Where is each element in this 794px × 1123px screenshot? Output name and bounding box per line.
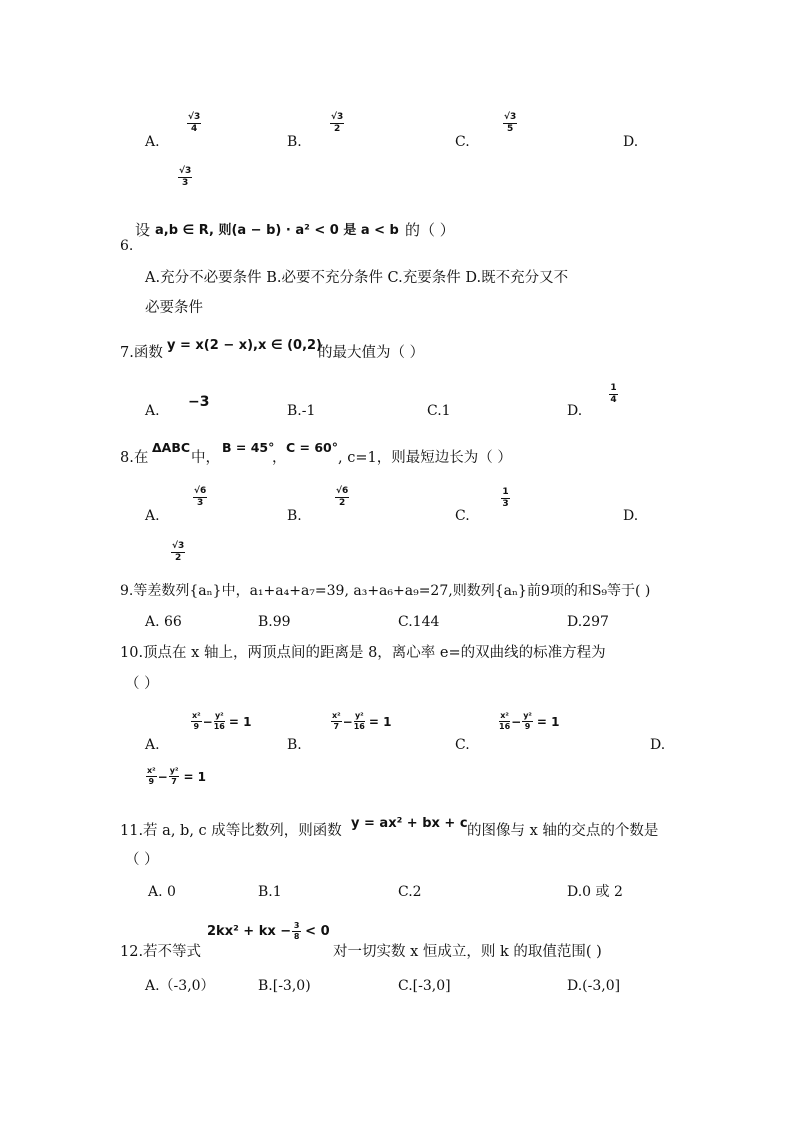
q5-option-b-label: B.	[287, 134, 302, 150]
equals-one: = 1	[536, 714, 560, 729]
q11-prefix: 11.若 a, b, c 成等比数列，则函数	[120, 823, 342, 839]
denominator: 3	[502, 499, 509, 509]
q10-option-a-label: A.	[145, 737, 160, 753]
q12-suffix: 对一切实数 x 恒成立，则 k 的取值范围( )	[333, 944, 602, 960]
x-term	[146, 767, 157, 786]
q7-option-a-value: −3	[188, 394, 210, 410]
y-denominator: 16	[353, 722, 365, 731]
numerator: 1	[610, 383, 617, 393]
denominator: 5	[507, 124, 514, 134]
q7-option-d-fraction	[609, 384, 618, 405]
q6-number: 6.	[120, 238, 134, 254]
x-term	[499, 712, 510, 731]
minus-sign: −	[157, 769, 168, 784]
q8-option-b-fraction	[335, 487, 349, 508]
denominator: 3	[182, 178, 189, 188]
q5-option-b-fraction	[330, 113, 344, 134]
numerator: √3	[331, 112, 344, 122]
x-numerator: x²	[332, 711, 341, 720]
q8-option-a-label: A.	[145, 508, 160, 524]
y-term	[214, 712, 225, 731]
y-numerator: y²	[214, 711, 224, 720]
q10-stem-line2: （ ）	[125, 676, 159, 692]
x-numerator: x²	[500, 711, 509, 720]
denominator: 2	[339, 498, 346, 508]
numerator: √6	[336, 486, 349, 496]
denominator: 3	[197, 498, 204, 508]
y-numerator: y²	[523, 711, 532, 720]
y-term	[169, 767, 180, 786]
q10-option-c-label: C.	[455, 737, 470, 753]
numerator: √3	[504, 112, 517, 122]
q7-suffix: 的最大值为（ ）	[318, 345, 425, 361]
denominator: 8	[293, 932, 300, 941]
q8-option-c-fraction	[501, 488, 510, 509]
q8-option-c-label: C.	[455, 508, 470, 524]
q6-options-line1: A.充分不必要条件 B.必要不充分条件 C.充要条件 D.既不充分又不	[145, 270, 569, 286]
q6-stem-prefix: 设	[135, 221, 151, 239]
q5-option-a-label: A.	[145, 134, 160, 150]
q11-option-b: B.1	[258, 884, 282, 900]
q10-option-b-label: B.	[287, 737, 302, 753]
q8-option-d-label: D.	[623, 508, 639, 524]
q5-option-d-label: D.	[623, 134, 639, 150]
q12-prefix: 12.若不等式	[120, 944, 202, 960]
q8-option-a-fraction	[193, 487, 207, 508]
y-denominator: 9	[524, 722, 531, 731]
q8-option-d-fraction	[171, 542, 185, 563]
equals-one: = 1	[228, 714, 252, 729]
y-denominator: 16	[213, 722, 225, 731]
q8-comma: ，	[272, 450, 287, 466]
x-numerator: x²	[147, 766, 156, 775]
q9-option-b: B.99	[258, 614, 291, 630]
numerator: √3	[188, 112, 201, 122]
minus-sign: −	[342, 714, 353, 729]
q10-option-d-label: D.	[650, 737, 666, 753]
q12-option-a: A.（-3,0）	[145, 978, 215, 994]
q9-option-a: A. 66	[145, 614, 182, 630]
q6-stem-suffix: 的（ ）	[405, 221, 455, 239]
denominator: 2	[334, 124, 341, 134]
y-term	[522, 712, 533, 731]
q8-mid: 中，	[191, 450, 220, 466]
q10-option-c-equation	[498, 712, 560, 731]
q9-option-c: C.144	[398, 614, 440, 630]
q11-suffix: 的图像与 x 轴的交点的个数是	[467, 823, 659, 839]
q8-triangle: ΔABC	[152, 440, 191, 455]
y-term	[354, 712, 365, 731]
q8-angle-c: C = 60°	[286, 440, 338, 455]
q7-prefix: 7.函数	[120, 345, 163, 361]
q12-option-b: B.[-3,0)	[258, 978, 311, 994]
q11-option-d: D.0 或 2	[567, 884, 623, 900]
x-term	[331, 712, 342, 731]
q11-option-a: A. 0	[148, 884, 176, 900]
q12-math-post: < 0	[305, 924, 330, 939]
q12-inequality	[207, 922, 330, 941]
minus-sign: −	[511, 714, 522, 729]
x-denominator: 16	[499, 722, 511, 731]
q10-option-d-equation	[145, 767, 206, 786]
q11-function-math: y = ax² + bx + c	[351, 816, 468, 831]
q7-option-a-label: A.	[145, 403, 160, 419]
numerator: √3	[179, 166, 192, 176]
equals-one: = 1	[183, 769, 207, 784]
q6-options-line2: 必要条件	[145, 300, 203, 316]
numerator: √6	[194, 486, 207, 496]
y-numerator: y²	[354, 711, 364, 720]
q5-option-c-label: C.	[455, 134, 470, 150]
q6-stem-math: a,b ∈ R, 则(a − b) · a² < 0 是 a < b	[155, 223, 399, 238]
q8-option-b-label: B.	[287, 508, 302, 524]
numerator: 3	[293, 921, 300, 930]
q5-option-c-fraction	[503, 113, 517, 134]
q10-option-b-equation	[330, 712, 391, 731]
x-numerator: x²	[192, 711, 201, 720]
q12-math-pre: 2kx² + kx −	[207, 924, 292, 939]
q9-stem: 9.等差数列{aₙ}中，a₁+a₄+a₇=39, a₃+a₆+a₉=27,则数列{aₙ}前9项的和S₉等于( )	[120, 583, 651, 599]
y-denominator: 7	[171, 777, 177, 786]
q12-option-d: D.(-3,0]	[567, 978, 621, 994]
x-denominator: 9	[193, 722, 200, 731]
q7-option-d-label: D.	[567, 403, 583, 419]
q7-option-b: B.-1	[287, 403, 316, 419]
q5-option-d-fraction	[178, 167, 192, 188]
denominator: 4	[610, 395, 617, 405]
x-term	[191, 712, 202, 731]
q10-option-a-equation	[190, 712, 251, 731]
q10-stem-line1: 10.顶点在 x 轴上，两顶点间的距离是 8，离心率 e=的双曲线的标准方程为	[120, 645, 606, 661]
equals-one: = 1	[368, 714, 392, 729]
minus-sign: −	[202, 714, 213, 729]
q5-option-a-fraction	[187, 113, 201, 134]
q11-option-c: C.2	[398, 884, 422, 900]
x-denominator: 7	[333, 722, 340, 731]
q8-angle-b: B = 45°	[222, 440, 275, 455]
q8-prefix: 8.在	[120, 450, 149, 466]
q12-fraction	[292, 922, 301, 941]
q12-option-c: C.[-3,0]	[398, 978, 451, 994]
denominator: 2	[175, 553, 182, 563]
denominator: 4	[191, 124, 198, 134]
q7-option-c: C.1	[427, 403, 451, 419]
numerator: √3	[172, 541, 185, 551]
q11-line2: （ ）	[125, 852, 159, 868]
q7-function-math: y = x(2 − x),x ∈ (0,2)	[167, 338, 323, 353]
numerator: 1	[502, 487, 509, 497]
y-numerator: y²	[169, 766, 179, 775]
q8-suffix: , c=1，则最短边长为（ ）	[338, 450, 512, 466]
x-denominator: 9	[148, 777, 155, 786]
q9-option-d: D.297	[567, 614, 609, 630]
